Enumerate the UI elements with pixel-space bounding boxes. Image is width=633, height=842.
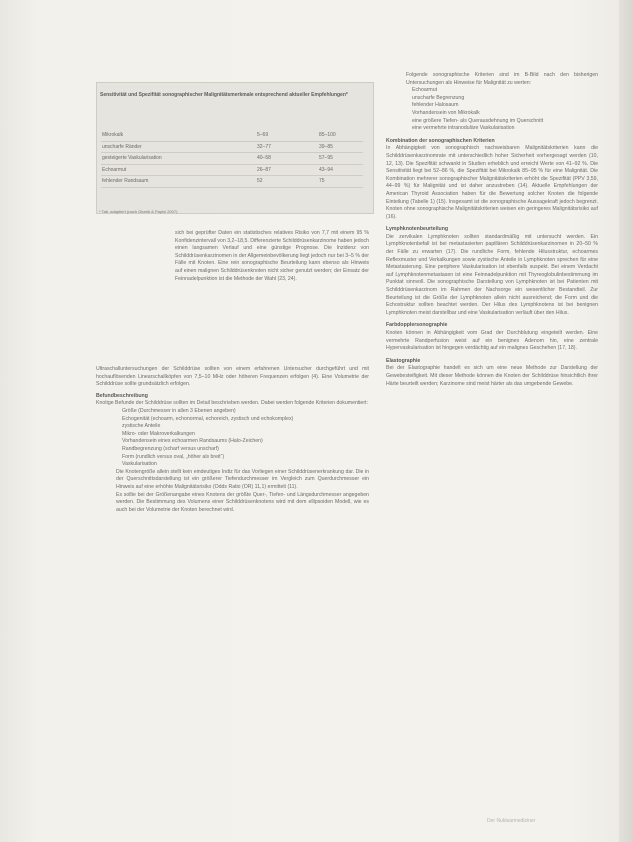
section-heading: Farbdopplersonographie (386, 322, 448, 329)
table-cell-sensitivity: 32–77 (257, 143, 271, 150)
list-item: zystische Anteile (122, 423, 161, 430)
list-item: Form (rundlich versus oval, „höher als breit“) (122, 453, 225, 460)
list-item: Vorhandensein eines echoarmen Randsaums (Halo-Zeichen) (122, 438, 263, 445)
section-heading: Befundbeschreibung (96, 392, 148, 399)
table-cell-sensitivity: 26–87 (257, 166, 271, 173)
list-item: unscharfe Begrenzung (412, 94, 465, 101)
table-cell-specificity: 57–95 (319, 155, 333, 161)
page-edge-shadow (619, 0, 633, 842)
table-row (101, 176, 363, 188)
table-cell-sensitivity: 40–58 (257, 155, 271, 161)
paragraph: Die zervikalen Lymphknoten sollten standardmäßig mit untersucht werden. Ein Lymphknotenbefall ist bei metastasierten papillären Schilddrüsenkarzinomen in 20–50 % der Fälle zu erwarten (17). Die rundliche Form, fehlende Hilusstruktur, echoarmes Reflexmuster und Verkalkungen sowie zystische Anteile in Lymphknoten sprechen für eine Metastasierung. Eine periphere Vaskularisation ist ebenfalls suspekt. Bei einem Verdacht auf Lymphknotenmetastasen ist eine Feinnadelpunktion mit Thyreoglobulinbestimmung im Punktat sinnvoll. Die sonographische Darstellung von Lymphknoten ist bei Patienten mit Schilddrüsenkarzinom im Rahmen der Nachsorge ein wesentlicher Bestandteil. Zur Beurteilung ist die Größe der Lymphknoten allein nicht ausreichend; die Form und die Echostruktur sollten beachtet werden. Der Hilus des Lymphknotens ist bei benignen Lymphknoten meist darstellbar und eine Vaskularisation verläuft über den Hilus. (386, 233, 598, 316)
table-row (101, 142, 363, 154)
list-item: eine größere Tiefen- als Querausdehnung im Querschnitt (412, 117, 544, 124)
table-row (101, 153, 363, 165)
table-cell-label: gesteigerte Vaskularisation (102, 155, 162, 161)
list-item: Echogenität (echoarm, echonormal, echoreich, zystisch und echokomplex) (122, 415, 294, 422)
table-cell-specificity: 43–94 (319, 166, 333, 173)
page-footer: Der Nuklearmediziner (487, 818, 536, 824)
left-column-upper (175, 230, 369, 283)
table-footnote: * Tab. adaptiert (nach Gharib & Papini 2007) (99, 209, 178, 214)
list-item: Echoarmut (412, 87, 438, 94)
table-cell-specificity: 39–85 (319, 143, 333, 150)
table-cell-label: fehlender Randsaum (102, 178, 149, 184)
section-heading: Elastographie (386, 357, 421, 364)
paragraph: Knoten können in Abhängigkeit vom Grad der Durchblutung eingeteilt werden. Eine vermehrte Randperfusion weist auf ein benignes Adenom hin, eine zentrale Hypervaskularisation ist hingegen verdächtig auf ein malignes Geschehen (17, 18). (386, 330, 598, 352)
table-title: Sensitivität und Spezifität sonographischer Malignitätsmerkmale entsprechend aktueller Empfehlungen* (100, 92, 348, 98)
table-cell-label: Echoarmut (102, 166, 127, 173)
list-item: Mikro- oder Makroverkalkungen (122, 430, 195, 437)
paragraph: Knotige Befunde der Schilddrüse sollten im Detail beschrieben werden. Dabei werden folgende Kriterien dokumentiert: (96, 400, 368, 407)
paragraph: Bei der Elastographie handelt es sich um eine neue Methode zur Darstellung der Gewebesteifigkeit. Mit dieser Methode können die Knoten der Schilddrüse hinsichtlich ihrer Härte beurteilt werden; Karzinome sind meist härter als das umgebende Gewebe. (386, 365, 598, 387)
section-heading: Lymphknotenbeurteilung (386, 226, 449, 233)
table-cell-label: unscharfe Ränder (102, 143, 142, 150)
list-item: Größe (Durchmesser in allen 3 Ebenen angeben) (122, 407, 236, 414)
table-row (101, 130, 363, 142)
list-item: eine vermehrte intranoduläre Vaskularisation (412, 125, 515, 132)
paragraph: In Abhängigkeit von sonographisch nachweisbaren Malignitätskriterien kann die Schilddrüsenkarzinomrate mit unterschiedlich hoher Sicherheit vorhergesagt werden (10, 12, 13). Die Spezifität schwankt in Studien erheblich und erreicht Werte von 41–92 %. Die Sensitivität liegt bei 52–86 %, die Spezifität bei Mikrokalk 85–95 % für eine Malignität. Die Kombination mehrerer sonographischer Malignitätskriterien erhöht die Spezifität (PPV 3,59, 44–99 %) für Malignität und ist daher anzustreben (14). Aktuelle Empfehlungen der American Thyroid Association haben für die Bewertung solcher Knoten die folgende Einteilung (Tabelle 1) (15). Insgesamt ist die sonographische Aussagekraft jedoch begrenzt. Knoten ohne sonographische Malignitätskriterien weisen ein geringeres Malignitätsrisiko auf (16). (386, 145, 598, 220)
table-cell-sensitivity: 52 (257, 178, 263, 184)
right-column (386, 72, 598, 388)
list-item: Randbegrenzung (scharf versus unscharf) (122, 445, 219, 452)
table-cell-label: Mikrokalk (102, 132, 124, 138)
table-cell-specificity: 75 (319, 178, 325, 184)
table-cell-specificity: 85–100 (319, 132, 336, 138)
paragraph: Folgende sonographische Kriterien sind im B-Bild nach den bisherigen Untersuchungen als Hinweise für Malignität zu werten: (406, 72, 598, 86)
table (101, 130, 363, 188)
paragraph: Ultraschalluntersuchungen der Schilddrüse sollten von einem erfahrenen Untersucher durchgeführt und mit hochauflösenden Linearschallköpfen von 7,5–10 MHz oder höheren Frequenzen erfolgen (4). Eine Volumetrie der Schilddrüse sollte grundsätzlich erfolgen. (96, 366, 369, 388)
list-item: Vaskularisation (122, 461, 157, 468)
table-row (101, 165, 363, 177)
paragraph: Die Knotengröße allein stellt kein eindeutiges Indiz für das Vorliegen einer Schilddrüsenerkrankung dar. Die in der Querschnittsdarstellung ist ein größerer Tiefendurchmesser im Vergleich zum Querdurchmesser ein Hinweis auf eine erhöhte Malignitätsrisiko (Odds Ratio (OR) 11,1) ermittelt (11). (116, 468, 369, 490)
paragraph: Es sollte bei der Größenangabe eines Knotens der größte Quer-, Tiefen- und Längsdurchmesser angegeben werden. Die Bestimmung des Volumens einer Schilddrüsenknotens wird mit dem ellipsoiden Modell, wie es auch bei der Volumetrie der Knoten berechnet wird. (116, 491, 369, 513)
section-heading: Kombination der sonographischen Kriterien (386, 137, 495, 144)
left-column-lower (96, 366, 369, 514)
paragraph: sich bei geprüfter Daten ein statistisches relatives Risiko von 7,7 mit einem 95 % Konfidenzintervall von 3,2–18,5. Differenzierte Schilddrüsenkarzinome haben jedoch einen langsamen Verlauf und eine günstige Prognose. Die Inzidenz von Schilddrüsenkarzinomen in der Allgemeinbevölkerung liegt jedoch nur bei 3–5 % der Fälle mit Knoten. Eine rein sonographische Beurteilung kann ebenso als Hinweis auf einen malignen Schilddrüsenknoten nicht sicher genutzt werden; der Einsatz der Feinnadelpunktion ist die Methode der Wahl (23, 24). (175, 230, 369, 282)
table-cell-sensitivity: 5–69 (257, 132, 269, 138)
list-item: fehlender Halosaum (412, 102, 459, 109)
list-item: Vorhandensein von Mikrokalk (412, 109, 480, 116)
